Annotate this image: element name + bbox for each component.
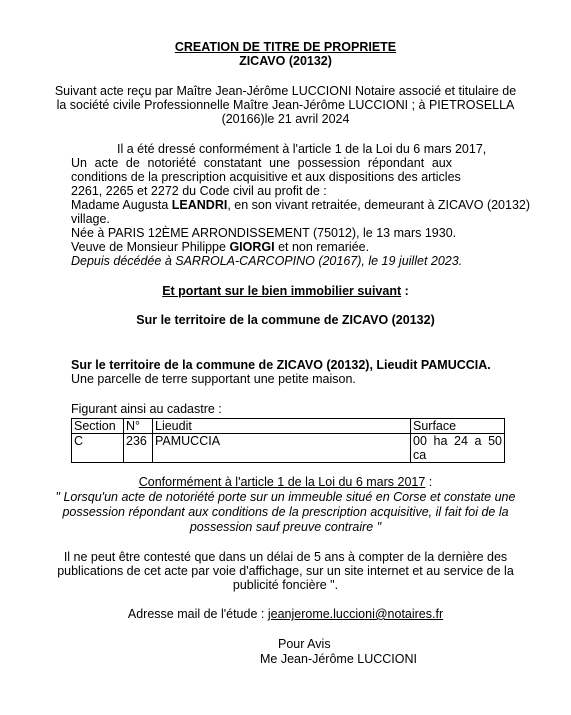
bien-heading: Et portant sur le bien immobilier suivant [162,284,402,298]
acte-line: Un acte de notoriété constatant une possession répondant aux [71,156,452,170]
beneficiary-prefix: Madame Augusta [71,198,172,212]
header-numero: N° [124,419,153,434]
loi-heading: Conformément à l'article 1 de la Loi du 6 mars 2017 [138,475,426,489]
bien-heading-suffix: : [401,284,409,298]
table-header-row [72,419,505,434]
cell-numero: 236 [124,434,153,463]
signature-name: Me Jean-Jérôme LUCCIONI [260,652,417,666]
table-row [72,434,505,463]
contact-line [0,607,571,621]
document-title: CREATION DE TITRE DE PROPRIETE [174,40,397,54]
territoire-heading: Sur le territoire de la commune de ZICAVO (20132) [136,313,435,327]
contestation-line: publicité foncière ". [232,578,339,592]
spouse-suffix: et non remariée. [274,240,370,254]
beneficiary-suffix: , en son vivant retraitée, demeurant à ZICAVO (20132) [227,198,531,212]
spouse-line [71,240,369,254]
acte-line: conditions de la prescription acquisitive et aux dispositions des articles [71,170,461,184]
signature-for-notice: Pour Avis [278,637,331,651]
cell-section: C [72,434,124,463]
acte-line: 2261, 2265 et 2272 du Code civil au profit de : [71,184,327,198]
cell-lieudit: PAMUCCIA [153,434,411,463]
lieudit-heading: Sur le territoire de la commune de ZICAVO (20132), Lieudit PAMUCCIA. [71,358,491,372]
intro-line: (20166)le 21 avril 2024 [221,112,350,126]
cadastre-intro: Figurant ainsi au cadastre : [71,402,222,416]
header-surface: Surface [411,419,505,434]
header-lieudit: Lieudit [153,419,411,434]
document-subtitle: ZICAVO (20132) [239,54,332,68]
contestation-line: Il ne peut être contesté que dans un délai de 5 ans à compter de la dernière des [63,550,508,564]
cadastre-table [71,418,505,463]
intro-line: Suivant acte reçu par Maître Jean-Jérôme LUCCIONI Notaire associé et titulaire de [54,84,517,98]
loi-heading-line [0,475,571,489]
loi-heading-suffix: : [425,475,433,489]
bien-description: Une parcelle de terre supportant une petite maison. [71,372,356,386]
cell-surface [411,434,505,463]
surface-line: 00 ha 24 a 50 [413,434,502,448]
acte-line: Il a été dressé conformément à l'article 1 de la Loi du 6 mars 2017, [117,142,487,156]
beneficiary-line [71,198,530,212]
acte-line: village. [71,212,110,226]
death-line: Depuis décédée à SARROLA-CARCOPINO (20167), le 19 juillet 2023. [71,254,463,268]
quote-line: " Lorsqu'un acte de notoriété porte sur un immeuble situé en Corse et constate une [55,490,516,504]
contestation-line: publications de cet acte par voie d'affichage, sur un site internet et au service de la [57,564,514,578]
contact-email-link[interactable]: jeanjerome.luccioni@notaires.fr [267,607,444,621]
quote-line: possession sauf preuve contraire " [189,520,382,534]
surface-line: ca [413,448,427,462]
contact-label: Adresse mail de l'étude : [127,607,268,621]
birth-line: Née à PARIS 12ÈME ARRONDISSEMENT (75012), le 13 mars 1930. [71,226,457,240]
header-section: Section [72,419,124,434]
quote-line: possession répondant aux conditions de la prescription acquisitive, il fait foi de la [62,505,509,519]
bien-heading-line [0,284,571,298]
spouse-prefix: Veuve de Monsieur Philippe [71,240,230,254]
spouse-name: GIORGI [229,240,275,254]
intro-line: la société civile Professionnelle Maître Jean-Jérôme LUCCIONI ; à PIETROSELLA [56,98,515,112]
beneficiary-name: LEANDRI [171,198,228,212]
